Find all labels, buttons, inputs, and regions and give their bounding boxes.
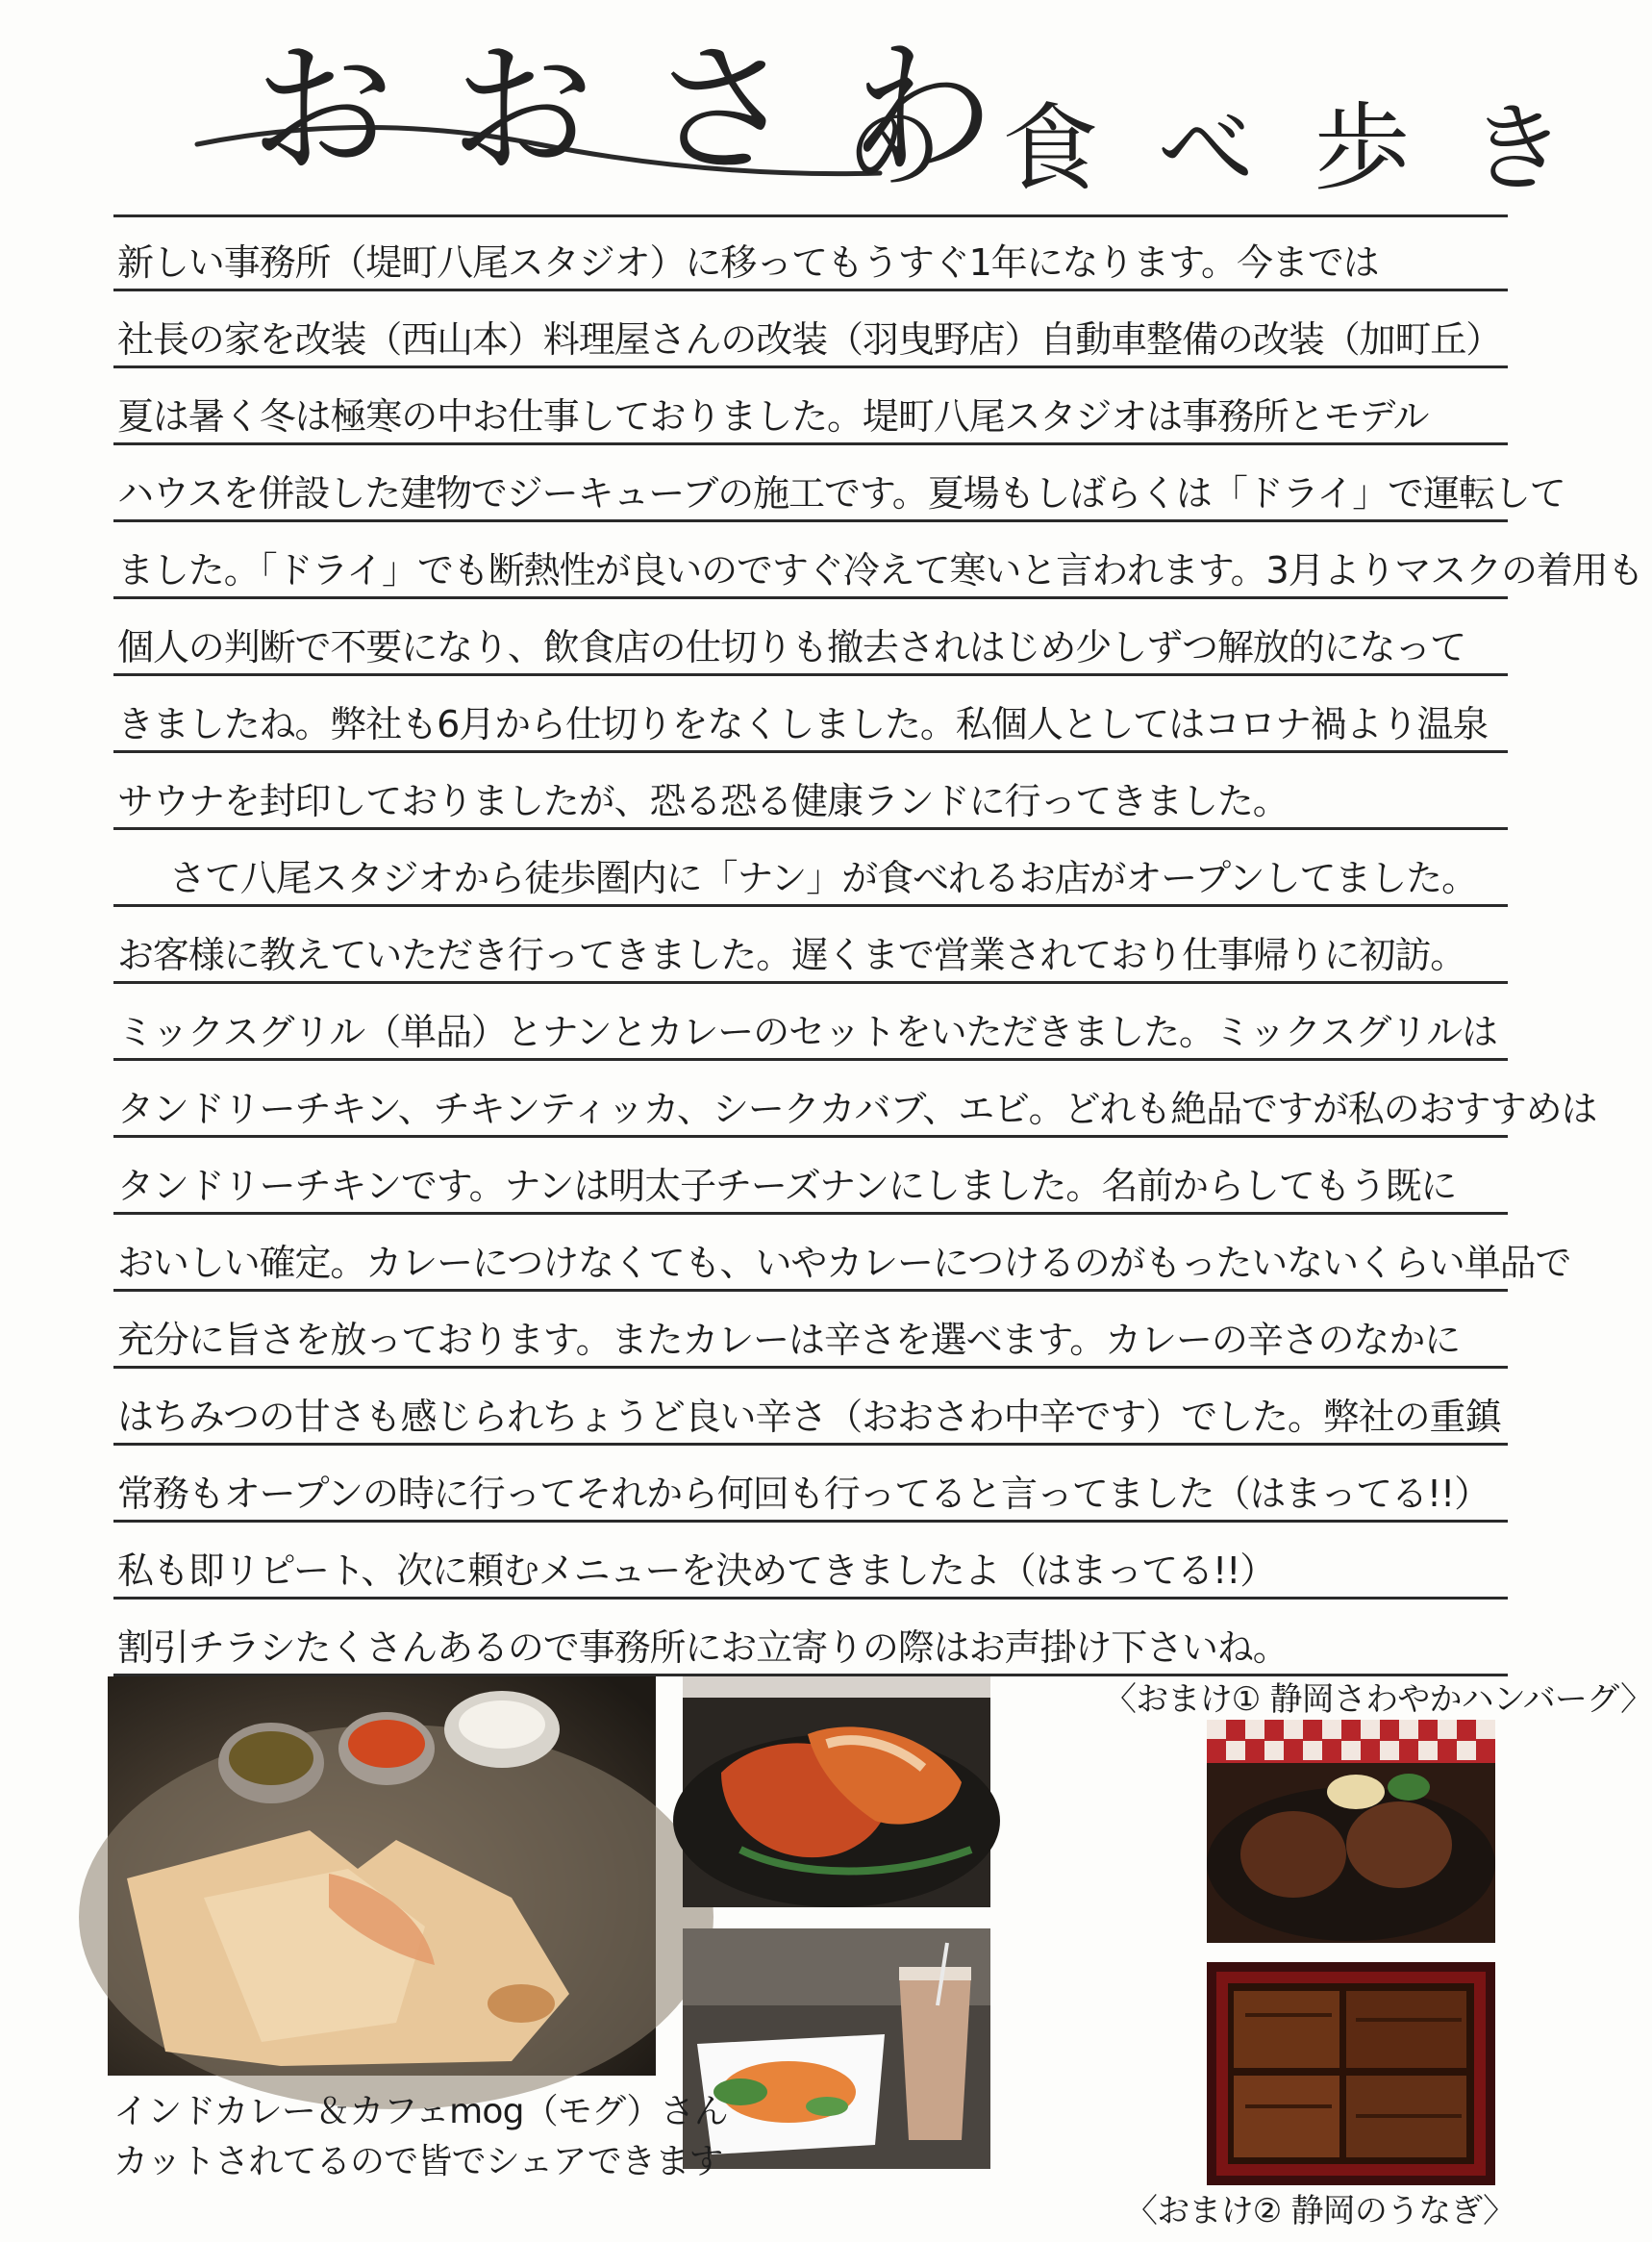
body-line: さて八尾スタジオから徒歩圏内に「ナン」が食べれるお店がオープンしてました。 — [113, 830, 1508, 907]
caption-bonus2: 〈おまけ② 静岡のうなぎ〉 — [1125, 2192, 1515, 2230]
body-line: 夏は暑く冬は極寒の中お仕事しておりました。堤町八尾スタジオは事務所とモデル — [113, 368, 1508, 445]
body-line: 私も即リピート、次に頼むメニューを決めてきましたよ（はまってる!!） — [113, 1523, 1508, 1600]
body-line: ミックスグリル（単品）とナンとカレーのセットをいただきました。ミックスグリルは — [113, 984, 1508, 1061]
photo-mixed-grill — [683, 1676, 990, 1907]
body-line: 常務もオープンの時に行ってそれから何回も行ってると言ってました（はまってる!!） — [113, 1446, 1508, 1523]
title-suffix: の食べ歩き — [846, 92, 1625, 205]
title-name: おおさわ — [250, 27, 1051, 194]
photo-salad-chai — [683, 1928, 990, 2169]
body-line: 社長の家を改装（西山本）料理屋さんの改装（羽曳野店）自動車整備の改装（加町丘） — [113, 291, 1508, 368]
page-title — [0, 0, 1625, 221]
body-line: ました。「ドライ」でも断熱性が良いのですぐ冷えて寒いと言われます。3月よりマスクの着用も — [113, 522, 1508, 599]
body-line: サウナを封印しておりましたが、恐る恐る健康ランドに行ってきました。 — [113, 753, 1508, 830]
body-line: 充分に旨さを放っております。またカレーは辛さを選べます。カレーの辛さのなかに — [113, 1292, 1508, 1369]
body-line: おいしい確定。カレーにつけなくても、いやカレーにつけるのがもったいないくらい単品で — [113, 1215, 1508, 1292]
body-line: 新しい事務所（堤町八尾スタジオ）に移ってもうすぐ1年になります。今までは — [113, 214, 1508, 291]
photo-naan-curry — [108, 1676, 656, 2076]
caption-main-line1: インドカレー＆カフェmog（モグ）さん — [113, 2092, 728, 2131]
caption-main-line2: カットされてるので皆でシェアできます — [113, 2142, 723, 2181]
body-text — [113, 214, 1643, 1676]
body-line: きましたね。弊社も6月から仕切りをなくしました。私個人としてはコロナ禍より温泉 — [113, 676, 1508, 753]
body-line: 個人の判断で不要になり、飲食店の仕切りも撤去されはじめ少しずつ解放的になって — [113, 599, 1508, 676]
caption-bonus1: 〈おまけ① 静岡さわやかハンバーグ〉 — [1104, 1680, 1652, 1719]
body-line: はちみつの甘さも感じられちょうど良い辛さ（おおさわ中辛です）でした。弊社の重鎮 — [113, 1369, 1508, 1446]
body-line: 割引チラシたくさんあるので事務所にお立寄りの際はお声掛け下さいね。 — [113, 1600, 1508, 1676]
body-line: お客様に教えていただき行ってきました。遅くまで営業されており仕事帰りに初訪。 — [113, 907, 1508, 984]
photo-hamburger — [1207, 1720, 1495, 1943]
body-line: タンドリーチキン、チキンティッカ、シークカバブ、エビ。どれも絶品ですが私のおすすめは — [113, 1061, 1508, 1138]
body-line: タンドリーチキンです。ナンは明太子チーズナンにしました。名前からしてもう既に — [113, 1138, 1508, 1215]
body-line: ハウスを併設した建物でジーキューブの施工です。夏場もしばらくは「ドライ」で運転して — [113, 445, 1508, 522]
photo-unagi — [1207, 1962, 1495, 2185]
